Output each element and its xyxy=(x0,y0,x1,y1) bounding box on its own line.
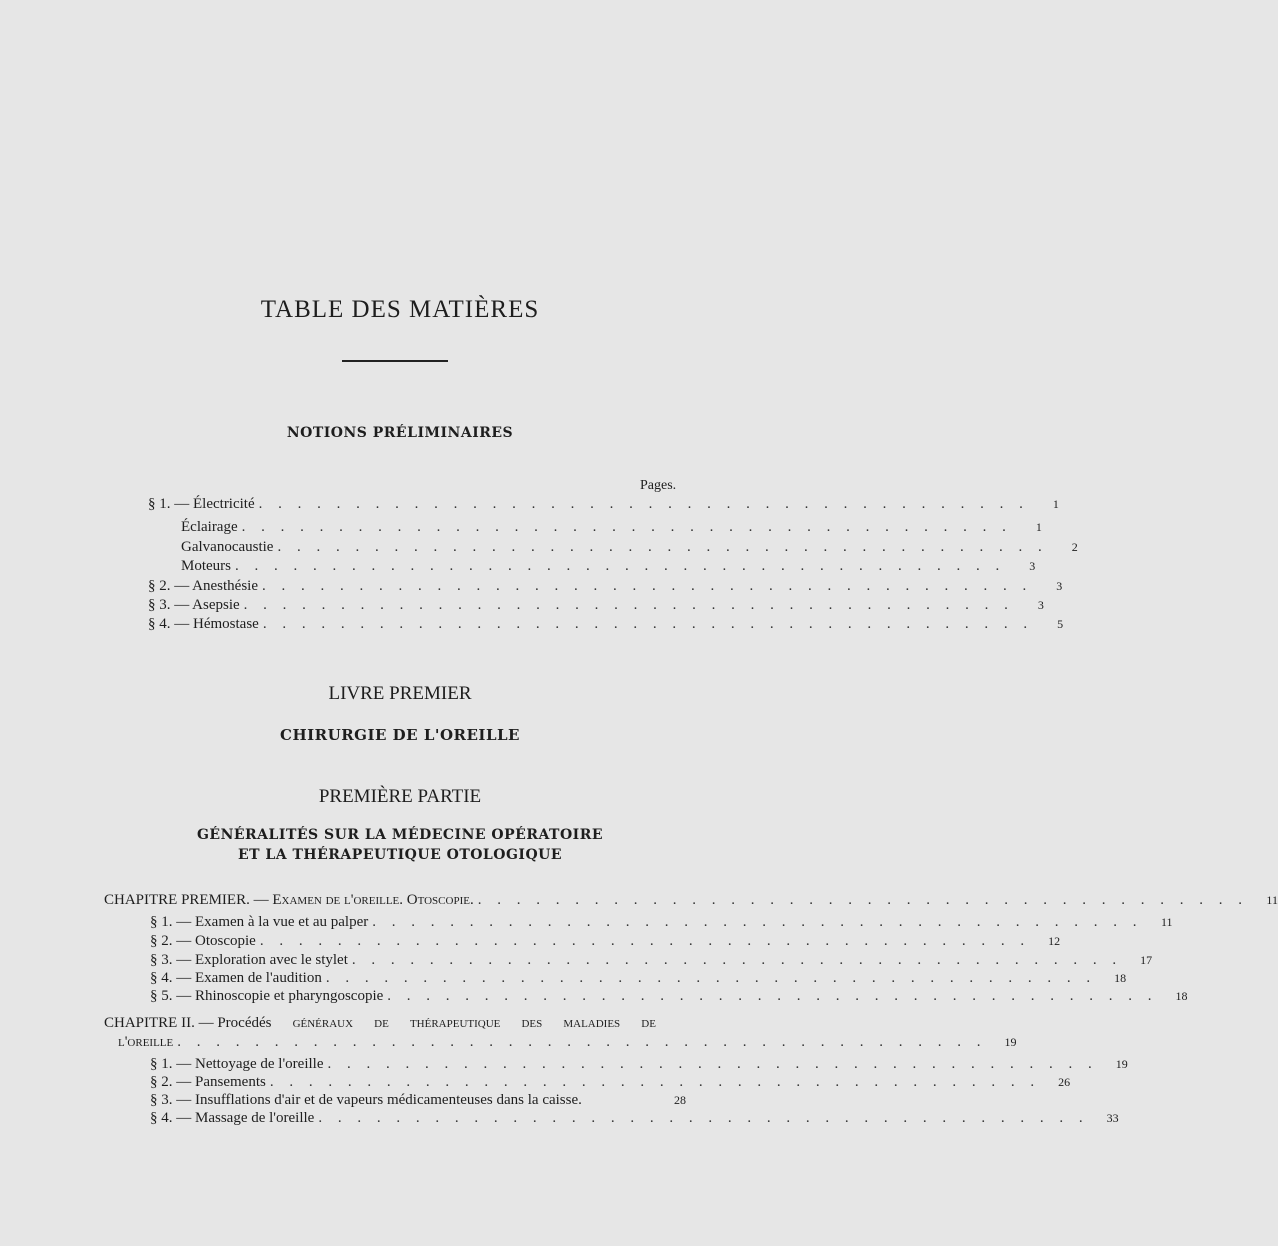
toc-entry-page: 11 xyxy=(1160,915,1173,929)
toc-entry-label: Moteurs xyxy=(181,558,231,574)
chapter-heading-word: thérapeutique xyxy=(409,1015,501,1031)
chapter-heading: CHAPITRE PREMIER. — xyxy=(104,892,273,908)
chapter-heading-word: CHAPITRE II. — Procédés xyxy=(104,1015,272,1031)
leader-dots: . . . . . . . . . . . . . . . . . . . . . . . . . . . . . . . . . . . . . . . . xyxy=(327,1056,1098,1072)
book-subtitle: CHIRURGIE DE L'OREILLE xyxy=(280,726,520,744)
toc-entry[interactable] xyxy=(148,616,1064,636)
part-subtitle-line2: ET LA THÉRAPEUTIQUE OTOLOGIQUE xyxy=(237,847,563,863)
leader-dots: . . . . . . . . . . . . . . . . . . . . . . . . . . . . . . . . . . . . . . . . . . xyxy=(177,1034,987,1050)
chapter-page: 19 xyxy=(1004,1035,1017,1049)
toc-entry-page: 3 xyxy=(1037,598,1044,612)
toc-entry-page: 3 xyxy=(1056,579,1063,593)
section-heading-notions: NOTIONS PRÉLIMINAIRES xyxy=(286,425,514,441)
chapter-heading-word: de xyxy=(374,1015,389,1031)
part-subtitle-line1: GÉNÉRALITÉS SUR LA MÉDECINE OPÉRATOIRE xyxy=(196,827,604,843)
leader-dots: . . . . . . . . . . . . . . . . . . . . . . . . . . . . . . . . . . . . . . . . xyxy=(269,1074,1041,1090)
toc-entry-page: 2 xyxy=(1071,540,1078,554)
leader-dots: . . . . . . . . . . . . . . . . . . . . . . . . . . . . . . . . . . . . . . . . xyxy=(262,616,1034,632)
chapter-label xyxy=(104,892,478,909)
leader-dots: . . . . . . . . . . . . . . . . . . . . . . . . . . . . . . . . . . . . . . . . xyxy=(387,988,1158,1004)
toc-entry-label: § 4. — Hémostase xyxy=(148,616,259,632)
leader-dots: . . . . . . . . . . . . . . . . . . . . . . . . . . . . . . . . . . . . . . . . xyxy=(243,597,1014,613)
chapter-heading-word: maladies xyxy=(563,1015,621,1031)
toc-entry-label: Éclairage xyxy=(181,519,238,535)
toc-entry[interactable] xyxy=(150,914,1173,934)
leader-dots: . . . . . . . . . . . . . . . . . . . . . . . . . . . . . . . . . . . . . . . . xyxy=(318,1110,1089,1126)
leader-dots: . . . . . . . . . . . . . . . . . . . . . . . . . . . . . . . . . . . . . . . . xyxy=(325,970,1097,986)
chapter-heading-line xyxy=(104,1015,656,1032)
toc-entry-page: 3 xyxy=(1029,559,1036,573)
toc-entry-label: § 5. — Rhinoscopie et pharyngoscopie xyxy=(150,988,384,1004)
toc-entry-page: 5 xyxy=(1057,617,1064,631)
toc-entry[interactable] xyxy=(150,970,1127,990)
book-heading: LIVRE PREMIER xyxy=(328,683,472,704)
pages-column-label: Pages. xyxy=(640,478,677,493)
chapter-title-continued: l'oreille xyxy=(118,1034,174,1050)
toc-entry-label: § 3. — Asepsie xyxy=(148,597,240,613)
toc-entry[interactable] xyxy=(150,1110,1119,1130)
toc-entry-page: 1 xyxy=(1035,520,1042,534)
chapter-entry[interactable] xyxy=(118,1034,1017,1054)
toc-entry[interactable] xyxy=(181,558,1036,578)
toc-entry-label: § 2. — Anesthésie xyxy=(148,578,258,594)
toc-entry-label: Galvanocaustie xyxy=(181,539,274,555)
leader-dots: . . . . . . . . . . . . . . . . . . . . . . . . . . . . . . . . . . . . . . . . xyxy=(241,519,1012,535)
toc-entry-label: § 3. — Insufflations d'air et de vapeurs médicamenteuses dans la caisse. xyxy=(150,1092,582,1108)
toc-entry-page: 17 xyxy=(1140,953,1153,967)
leader-dots: . . . . . . . . . . . . . . . . . . . . . . . . . . . . . . . . . . . . . . . . xyxy=(351,952,1123,968)
leader-dots: . . . . . . . . . . . . . . . . . . . . . . . . . . . . . . . . . . . . . . . . xyxy=(235,558,1006,574)
toc-entry[interactable] xyxy=(148,496,1059,516)
toc-entry-page: 19 xyxy=(1115,1057,1128,1071)
toc-entry[interactable] xyxy=(148,597,1044,617)
toc-entry-label: § 3. — Exploration avec le stylet xyxy=(150,952,348,968)
toc-entry-page: 33 xyxy=(1106,1111,1119,1125)
toc-entry[interactable] xyxy=(150,1056,1128,1076)
toc-entry-label: § 1. — Nettoyage de l'oreille xyxy=(150,1056,324,1072)
toc-entry-page: 12 xyxy=(1048,934,1061,948)
leader-dots: . . . . . . . . . . . . . . . . . . . . . . . . . . . . . . . . . . . . . . . . xyxy=(258,496,1029,512)
leader-dots: . . . . . . . . . . . . . . . . . . . . . . . . . . . . . . . . . . . . . . . . xyxy=(372,914,1143,930)
leader-dots: . . . . . . . . . . . . . . . . . . . . . . . . . . . . . . . . . . . . . . . . xyxy=(277,539,1048,555)
toc-entry[interactable] xyxy=(148,578,1063,598)
chapter-heading-word: des xyxy=(521,1015,543,1031)
title-rule xyxy=(342,360,448,362)
page-title: TABLE DES MATIÈRES xyxy=(260,296,540,323)
chapter-heading-word: de xyxy=(641,1015,656,1031)
toc-entry-page: 1 xyxy=(1052,497,1059,511)
chapter-page: 11 xyxy=(1266,893,1278,907)
toc-entry[interactable] xyxy=(150,1074,1071,1094)
toc-entry-label: § 2. — Otoscopie xyxy=(150,933,256,949)
toc-entry-page: 28 xyxy=(674,1093,686,1107)
chapter-title: Examen de l'oreille. Otoscopie. xyxy=(272,892,474,908)
part-heading: PREMIÈRE PARTIE xyxy=(318,786,482,807)
chapter-entry[interactable] xyxy=(104,892,1278,912)
toc-entry-page: 18 xyxy=(1114,971,1127,985)
toc-entry-label: § 1. — Électricité xyxy=(148,496,255,512)
toc-entry[interactable] xyxy=(150,1092,686,1112)
toc-entry[interactable] xyxy=(181,539,1078,559)
leader-dots: . . . . . . . . . . . . . . . . . . . . . . . . . . . . . . . . . . . . . . . . xyxy=(477,892,1248,908)
leader-dots: . . . . . . . . . . . . . . . . . . . . . . . . . . . . . . . . . . . . . . . . xyxy=(259,933,1031,949)
toc-entry-page: 18 xyxy=(1175,989,1188,1003)
chapter-heading-word: généraux xyxy=(292,1015,354,1031)
toc-entry[interactable] xyxy=(150,933,1061,953)
leader-dots: . . . . . . . . . . . . . . . . . . . . . . . . . . . . . . . . . . . . . . . . xyxy=(262,578,1033,594)
toc-entry[interactable] xyxy=(181,519,1042,539)
toc-entry[interactable] xyxy=(150,988,1188,1008)
toc-entry-page: 26 xyxy=(1058,1075,1071,1089)
toc-entry-label: § 4. — Massage de l'oreille xyxy=(150,1110,315,1126)
toc-entry-label: § 4. — Examen de l'audition xyxy=(150,970,322,986)
toc-entry[interactable] xyxy=(150,952,1153,972)
toc-entry-label: § 2. — Pansements xyxy=(150,1074,266,1090)
toc-entry-label: § 1. — Examen à la vue et au palper xyxy=(150,914,369,930)
